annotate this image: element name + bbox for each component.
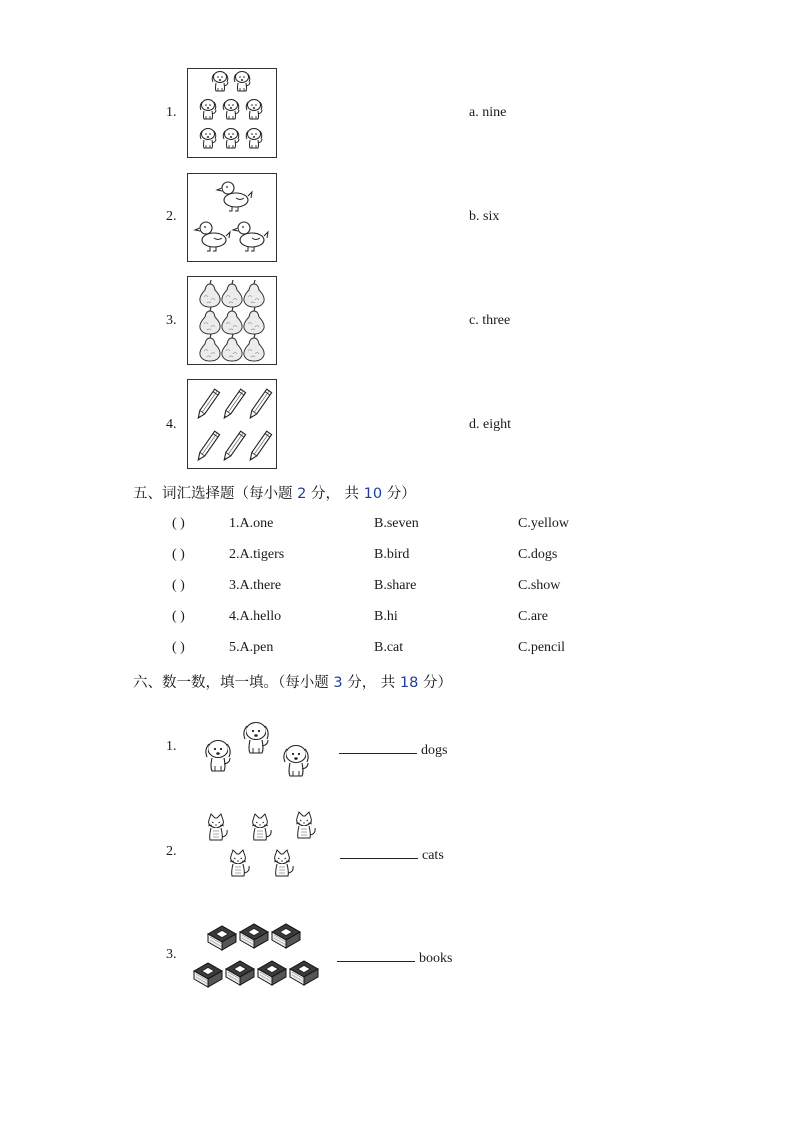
blank-line-3[interactable] bbox=[337, 947, 415, 962]
count-answer-1 bbox=[339, 739, 447, 759]
matching-option-c: c. three bbox=[469, 313, 511, 328]
picture-dogs bbox=[187, 68, 277, 158]
matching-number-3: 3. bbox=[166, 313, 177, 328]
option-3a: 3.A.there bbox=[229, 578, 282, 593]
option-2b: B.bird bbox=[374, 547, 410, 562]
three-dogs-image bbox=[198, 708, 318, 783]
answer-paren-4[interactable]: ( ) bbox=[172, 609, 185, 624]
option-4c: C.are bbox=[518, 609, 548, 624]
count-number-1: 1. bbox=[166, 739, 177, 754]
matching-number-1: 1. bbox=[166, 105, 177, 120]
matching-number-4: 4. bbox=[166, 417, 177, 432]
section6-title-suffix: 分） bbox=[418, 675, 452, 691]
answer-paren-5[interactable]: ( ) bbox=[172, 640, 185, 655]
section6-points-total: 18 bbox=[399, 675, 419, 691]
picture-pencils bbox=[187, 379, 277, 469]
option-3b: B.share bbox=[374, 578, 417, 593]
section6-title-prefix: 六、数一数，填一填。（每小题 bbox=[133, 675, 334, 691]
option-5b: B.cat bbox=[374, 640, 404, 655]
answer-paren-2[interactable]: ( ) bbox=[172, 547, 185, 562]
option-5c: C.pencil bbox=[518, 640, 566, 655]
ducks-image bbox=[188, 174, 276, 261]
five-cats-image bbox=[198, 810, 328, 890]
answer-paren-3[interactable]: ( ) bbox=[172, 578, 185, 593]
option-1a: 1.A.one bbox=[229, 516, 274, 531]
answer-paren-1[interactable]: ( ) bbox=[172, 516, 185, 531]
matching-number-2: 2. bbox=[166, 209, 177, 224]
section5-title bbox=[133, 482, 416, 503]
matching-option-a: a. nine bbox=[469, 105, 507, 120]
matching-option-b: b. six bbox=[469, 209, 500, 224]
picture-ducks bbox=[187, 173, 277, 262]
section5-title-suffix: 分） bbox=[382, 486, 416, 502]
count-number-2: 2. bbox=[166, 844, 177, 859]
section6-title bbox=[133, 671, 452, 692]
count-word-dogs: dogs bbox=[421, 743, 448, 758]
picture-pears bbox=[187, 276, 277, 365]
count-word-books: books bbox=[419, 951, 453, 966]
section5-title-prefix: 五、词汇选择题（每小题 bbox=[133, 486, 298, 502]
dogs-image bbox=[188, 69, 276, 157]
option-3c: C.show bbox=[518, 578, 561, 593]
blank-line-2[interactable] bbox=[340, 844, 418, 859]
count-number-3: 3. bbox=[166, 947, 177, 962]
option-2c: C.dogs bbox=[518, 547, 558, 562]
option-4b: B.hi bbox=[374, 609, 398, 624]
option-1c: C.yellow bbox=[518, 516, 569, 531]
option-5a: 5.A.pen bbox=[229, 640, 274, 655]
blank-line-1[interactable] bbox=[339, 739, 417, 754]
pears-image bbox=[188, 277, 276, 364]
section5-title-middle: 分， 共 bbox=[306, 486, 364, 502]
section5-points-total: 10 bbox=[363, 486, 383, 502]
count-answer-3 bbox=[337, 947, 452, 967]
section6-points-each: 3 bbox=[333, 675, 343, 691]
option-4a: 4.A.hello bbox=[229, 609, 282, 624]
option-1b: B.seven bbox=[374, 516, 419, 531]
count-answer-2 bbox=[340, 844, 444, 864]
pencils-image bbox=[188, 380, 276, 468]
section5-points-each: 2 bbox=[297, 486, 307, 502]
option-2a: 2.A.tigers bbox=[229, 547, 285, 562]
section6-title-middle: 分， 共 bbox=[342, 675, 400, 691]
count-word-cats: cats bbox=[422, 848, 444, 863]
seven-books-image bbox=[190, 918, 330, 996]
matching-option-d: d. eight bbox=[469, 417, 511, 432]
